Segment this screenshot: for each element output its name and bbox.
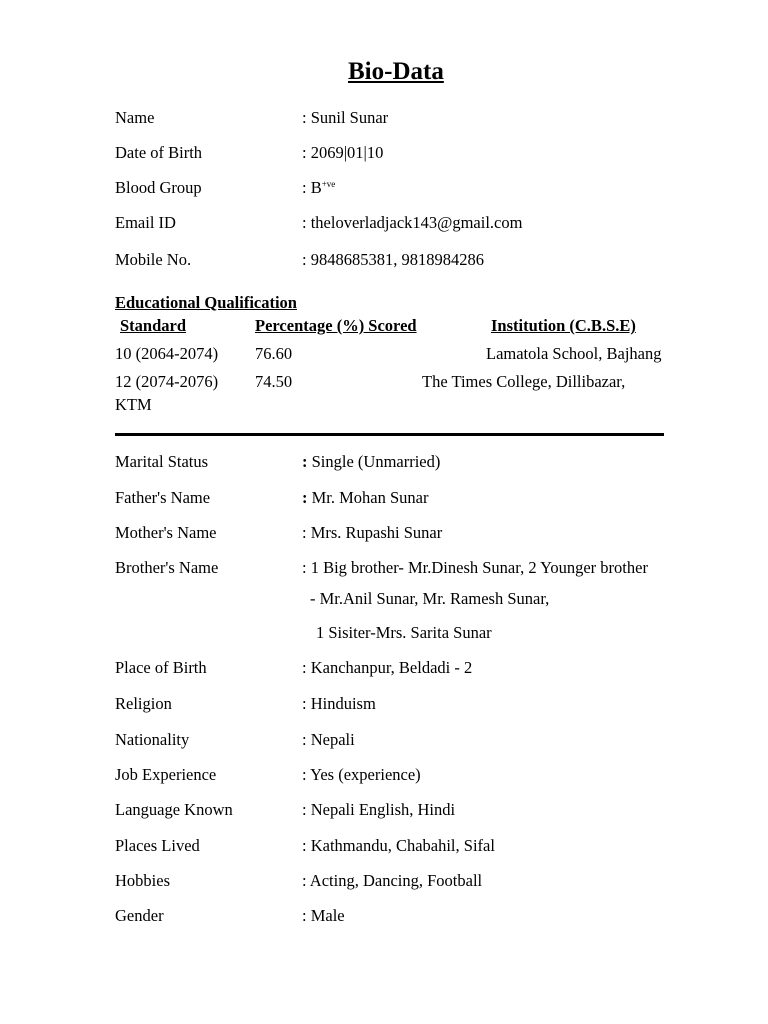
edu-row-1-institution: Lamatola School, Bajhang (486, 344, 662, 363)
job-experience-value: : Yes (experience) (302, 765, 421, 784)
place-of-birth-value: : Kanchanpur, Beldadi - 2 (302, 658, 473, 677)
language-value: : Nepali English, Hindi (302, 800, 456, 819)
religion-value: : Hinduism (302, 694, 376, 713)
father-name-value (302, 488, 429, 508)
brother-name-value: : 1 Big brother- Mr.Dinesh Sunar, 2 Younger brother (302, 558, 648, 577)
language-label: Language Known (115, 800, 233, 819)
name-value: : Sunil Sunar (302, 108, 389, 127)
brother-name-label: Brother's Name (115, 558, 219, 577)
father-name-text: Mr. Mohan Sunar (307, 488, 429, 507)
blood-group-sup: +ve (321, 179, 336, 189)
religion-label: Religion (115, 694, 172, 713)
dob-value: : 2069|01|10 (302, 143, 384, 162)
dob-label: Date of Birth (115, 143, 203, 162)
marital-status-sep: : (302, 452, 308, 471)
nationality-value: : Nepali (302, 730, 355, 749)
gender-label: Gender (115, 906, 164, 925)
job-experience-label: Job Experience (115, 765, 217, 784)
gender-value: : Male (302, 906, 345, 925)
brother-name-line3: 1 Sisiter-Mrs. Sarita Sunar (316, 623, 492, 642)
edu-row-2-standard: 12 (2074-2076) (115, 372, 219, 391)
header-standard: Standard (120, 316, 187, 335)
name-label: Name (115, 108, 155, 127)
section-divider (115, 433, 664, 436)
email-value: : theloverladjack143@gmail.com (302, 213, 523, 232)
hobbies-label: Hobbies (115, 871, 170, 890)
edu-row-2-continuation: KTM (115, 395, 152, 414)
nationality-label: Nationality (115, 730, 190, 749)
edu-row-2-institution: The Times College, Dillibazar, (422, 372, 626, 391)
mobile-value: : 9848685381, 9818984286 (302, 250, 484, 269)
father-name-sep: : (302, 488, 308, 507)
mother-name-label: Mother's Name (115, 523, 217, 542)
edu-row-1-standard: 10 (2064-2074) (115, 344, 219, 363)
mother-name-value: : Mrs. Rupashi Sunar (302, 523, 443, 542)
father-name-label: Father's Name (115, 488, 211, 507)
edu-row-1-percentage: 76.60 (255, 344, 293, 363)
blood-group-value (302, 178, 335, 198)
blood-group-label: Blood Group (115, 178, 202, 197)
mobile-label: Mobile No. (115, 250, 192, 269)
brother-name-line2: - Mr.Anil Sunar, Mr. Ramesh Sunar, (310, 589, 550, 608)
hobbies-value: : Acting, Dancing, Football (302, 871, 483, 890)
places-lived-value: : Kathmandu, Chabahil, Sifal (302, 836, 495, 855)
places-lived-label: Places Lived (115, 836, 200, 855)
edu-row-2-percentage: 74.50 (255, 372, 293, 391)
marital-status-value (302, 452, 440, 472)
blood-group-text: : B (302, 178, 322, 197)
email-label: Email ID (115, 213, 176, 232)
marital-status-text: Single (Unmarried) (307, 452, 441, 471)
page-title: Bio-Data (348, 58, 444, 85)
place-of-birth-label: Place of Birth (115, 658, 207, 677)
header-percentage: Percentage (%) Scored (255, 316, 417, 335)
header-institution: Institution (C.B.S.E) (491, 316, 636, 335)
marital-status-label: Marital Status (115, 452, 209, 471)
education-heading: Educational Qualification (115, 293, 297, 312)
